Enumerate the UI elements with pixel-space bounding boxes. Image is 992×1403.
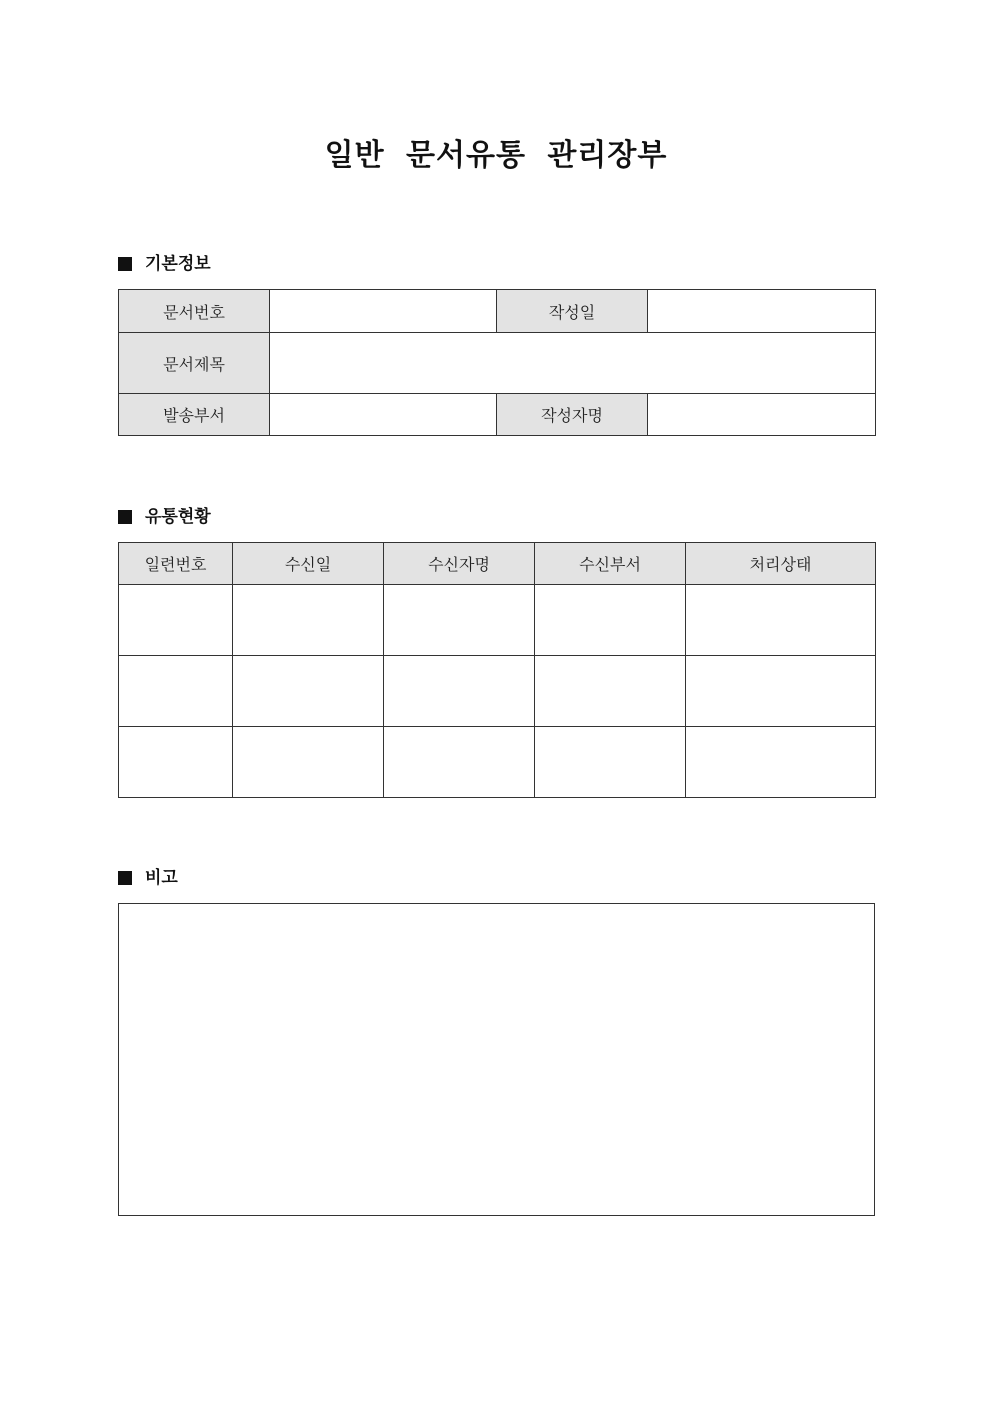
document-title: 일반 문서유통 관리장부 (324, 138, 668, 173)
table-header-row (119, 543, 876, 585)
section-heading-remarks (118, 866, 178, 890)
column-header-status: 처리상태 (686, 543, 876, 585)
distribution-table (118, 542, 876, 798)
section-heading-label: 기본정보 (145, 254, 211, 274)
table-row (119, 585, 876, 656)
received-date-cell[interactable] (233, 656, 384, 727)
table-row (119, 727, 876, 798)
square-bullet-icon (118, 510, 132, 524)
recipient-name-cell[interactable] (384, 656, 535, 727)
recipient-name-cell[interactable] (384, 727, 535, 798)
column-header-serial-number: 일련번호 (119, 543, 233, 585)
table-row (119, 656, 876, 727)
table-row (119, 394, 876, 436)
sending-dept-label: 발송부서 (119, 394, 270, 436)
created-date-field[interactable] (648, 290, 876, 333)
recipient-name-cell[interactable] (384, 585, 535, 656)
table-row (119, 290, 876, 333)
section-heading-label: 유통현황 (145, 507, 211, 527)
section-heading-distribution (118, 505, 211, 529)
status-cell[interactable] (686, 727, 876, 798)
square-bullet-icon (118, 257, 132, 271)
status-cell[interactable] (686, 585, 876, 656)
basic-info-table (118, 289, 876, 436)
author-name-label: 작성자명 (497, 394, 648, 436)
section-heading-basic-info (118, 252, 211, 276)
recipient-dept-cell[interactable] (535, 585, 686, 656)
remarks-field[interactable] (118, 903, 875, 1216)
doc-number-field[interactable] (270, 290, 497, 333)
doc-number-label: 문서번호 (119, 290, 270, 333)
square-bullet-icon (118, 871, 132, 885)
doc-title-field[interactable] (270, 333, 876, 394)
author-name-field[interactable] (648, 394, 876, 436)
created-date-label: 작성일 (497, 290, 648, 333)
serial-number-cell[interactable] (119, 727, 233, 798)
doc-title-label: 문서제목 (119, 333, 270, 394)
received-date-cell[interactable] (233, 727, 384, 798)
column-header-received-date: 수신일 (233, 543, 384, 585)
recipient-dept-cell[interactable] (535, 656, 686, 727)
received-date-cell[interactable] (233, 585, 384, 656)
status-cell[interactable] (686, 656, 876, 727)
table-row (119, 333, 876, 394)
column-header-recipient-name: 수신자명 (384, 543, 535, 585)
serial-number-cell[interactable] (119, 656, 233, 727)
section-heading-label: 비고 (145, 868, 178, 888)
sending-dept-field[interactable] (270, 394, 497, 436)
serial-number-cell[interactable] (119, 585, 233, 656)
column-header-recipient-dept: 수신부서 (535, 543, 686, 585)
recipient-dept-cell[interactable] (535, 727, 686, 798)
